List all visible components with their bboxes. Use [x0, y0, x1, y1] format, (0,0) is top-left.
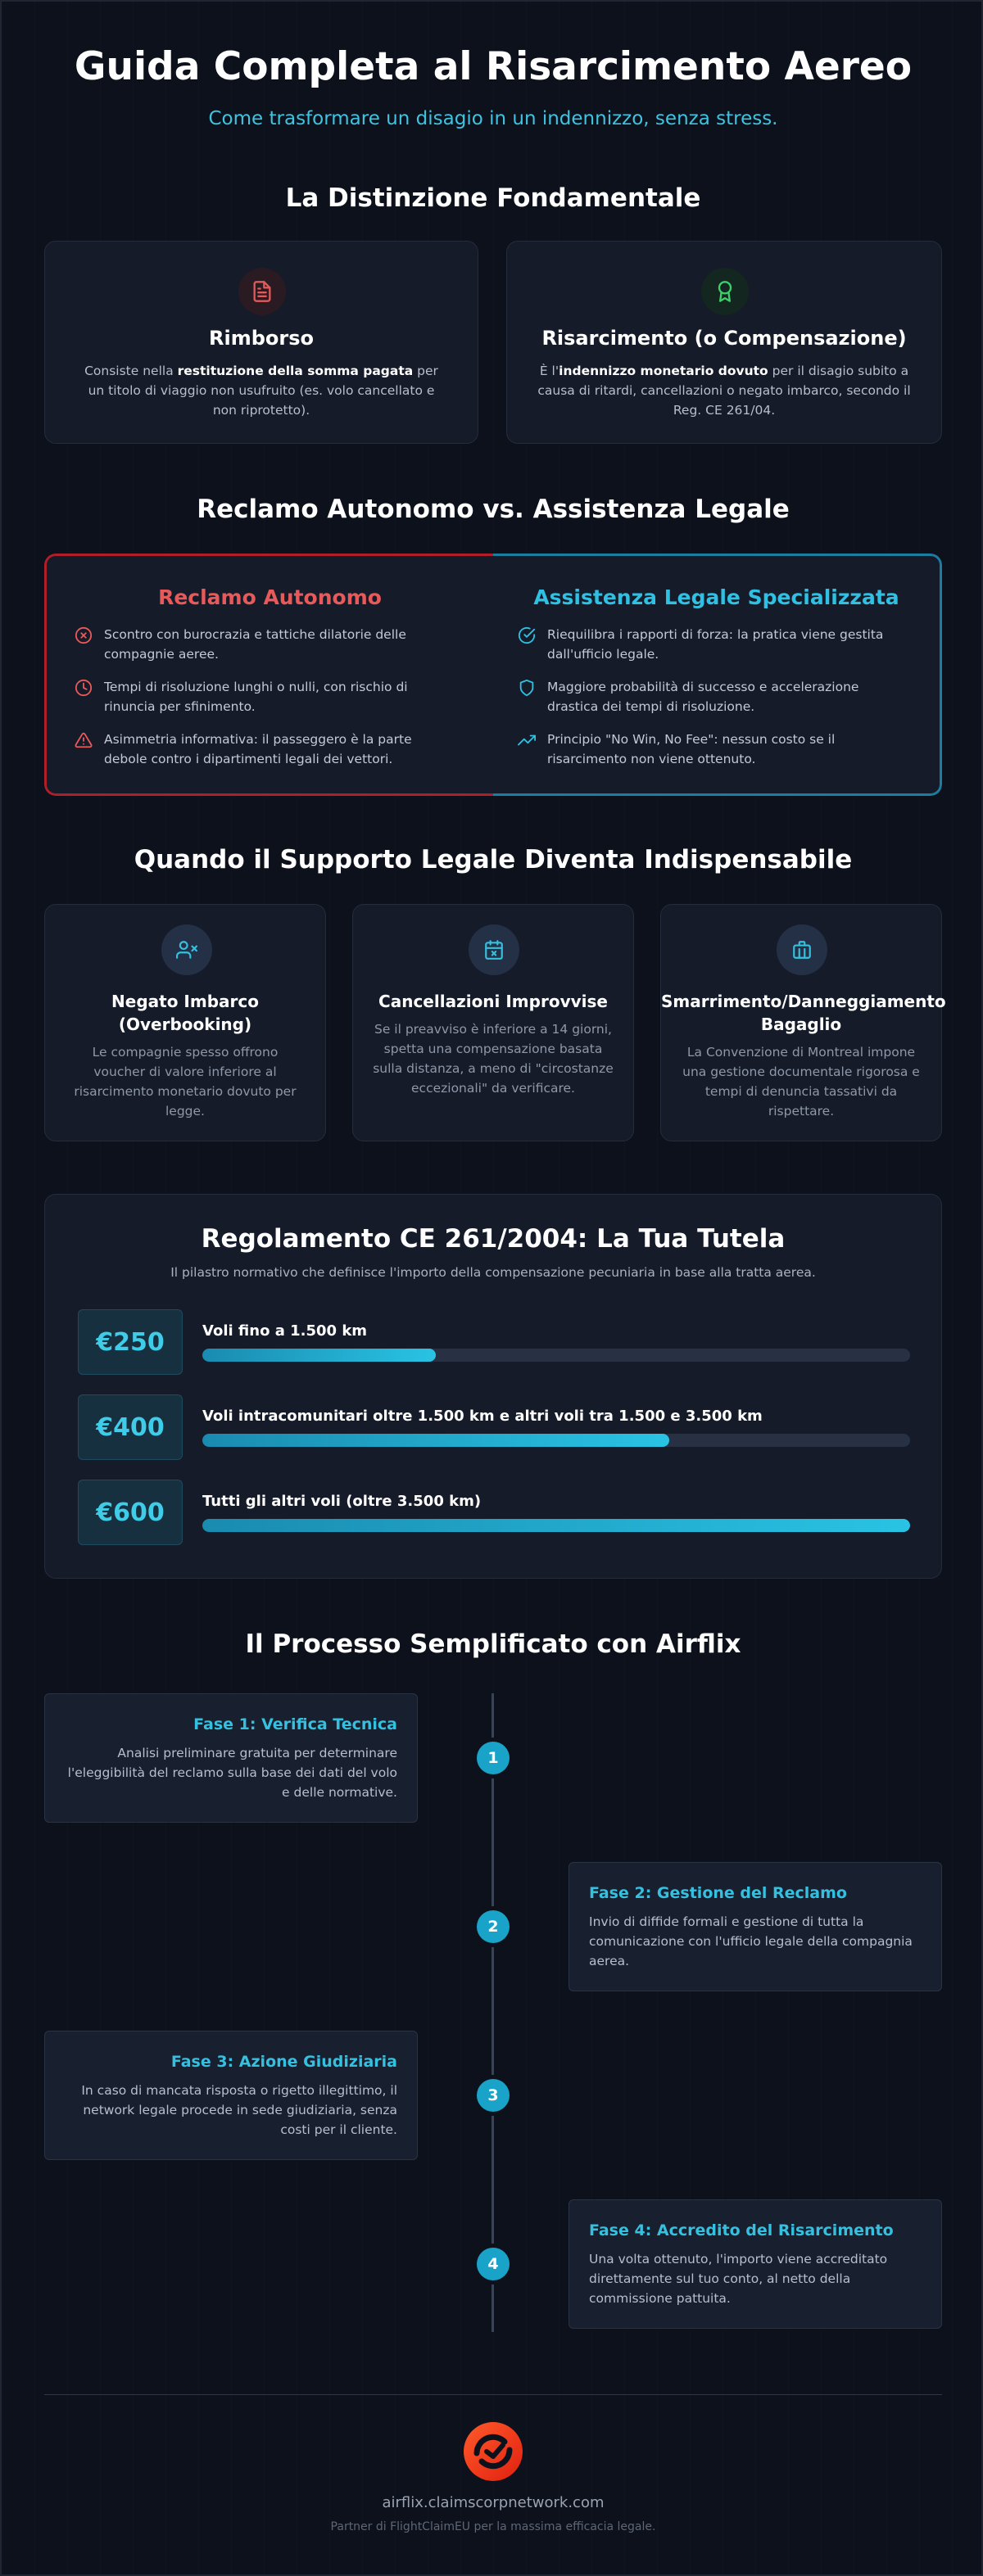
step-number-badge: 4	[477, 2248, 510, 2280]
distinction-section-title: La Distinzione Fondamentale	[285, 183, 701, 213]
case-text: La Convenzione di Montreal impone una gestione documentale rigorosa e tempi di denuncia tassativi da rispettare.	[682, 1045, 920, 1119]
case-title: Cancellazioni Improvvise	[378, 992, 608, 1011]
step-title: Fase 2: Gestione del Reclamo	[589, 1884, 847, 1902]
footer-note: Partner di FlightClaimEU per la massima efficacia legale.	[330, 2520, 656, 2533]
footer-divider	[44, 2394, 942, 2395]
compensation-title: Risarcimento (o Compensazione)	[541, 327, 907, 350]
self-claim-title: Reclamo Autonomo	[158, 585, 382, 609]
step-number-badge: 2	[477, 1910, 510, 1943]
case-text: Se il preavviso è inferiore a 14 giorni, spetta una compensazione basata sulla distanza, a meno di "circostanze eccezionali" da verificare.	[373, 1022, 614, 1096]
self-claim-column	[44, 554, 493, 796]
process-step-card	[44, 1693, 418, 1823]
regulation-title: Regolamento CE 261/2004: La Tua Tutela	[201, 1224, 786, 1254]
legal-assistance-item: Maggiore probabilità di successo e accelerazione drastica dei tempi di risoluzione.	[518, 677, 903, 716]
case-card-overbooking	[44, 904, 326, 1141]
cases-section-title: Quando il Supporto Legale Diventa Indispensabile	[134, 845, 853, 874]
legal-assistance-title: Assistenza Legale Specializzata	[533, 585, 899, 609]
trending-up-icon	[518, 731, 537, 751]
process-step-card	[569, 1862, 942, 1991]
process-step-card	[44, 2031, 418, 2160]
step-title: Fase 1: Verifica Tecnica	[193, 1715, 397, 1733]
tier-bar-fill	[202, 1434, 669, 1447]
process-step-card	[569, 2199, 942, 2329]
comparison-panel	[44, 554, 942, 796]
self-claim-item: Asimmetria informativa: il passeggero è la parte debole contro i dipartimenti legali dei vettori.	[75, 730, 451, 769]
user-x-icon	[161, 924, 212, 975]
warning-icon	[75, 731, 94, 751]
tier-label: Tutti gli altri voli (oltre 3.500 km)	[202, 1493, 482, 1510]
legal-assistance-item: Principio "No Win, No Fee": nessun costo se il risarcimento non viene ottenuto.	[518, 730, 903, 769]
page-title: Guida Completa al Risarcimento Aereo	[74, 44, 913, 89]
tier-bar	[202, 1519, 910, 1532]
refund-title: Rimborso	[209, 327, 314, 350]
step-number-badge: 3	[477, 2079, 510, 2112]
regulation-panel	[44, 1194, 942, 1579]
case-text: Le compagnie spesso offrono voucher di valore inferiore al risarcimento monetario dovuto per legge.	[74, 1045, 297, 1119]
process-section-title: Il Processo Semplificato con Airflix	[245, 1629, 741, 1659]
legal-assistance-column	[493, 554, 942, 796]
compensation-card	[506, 241, 942, 444]
compensation-amount: €600	[78, 1480, 183, 1545]
calendar-x-icon	[469, 924, 519, 975]
tier-label: Voli fino a 1.500 km	[202, 1322, 368, 1340]
award-icon	[701, 268, 749, 315]
tier-bar	[202, 1349, 910, 1362]
step-title: Fase 4: Accredito del Risarcimento	[589, 2221, 894, 2239]
clock-icon	[75, 679, 94, 698]
page-subtitle: Come trasformare un disagio in un indennizzo, senza stress.	[208, 108, 778, 129]
step-text: In caso di mancata risposta o rigetto illegittimo, il network legale procede in sede giudiziaria, senza costi per il cliente.	[81, 2083, 397, 2137]
self-claim-item: Tempi di risoluzione lunghi o nulli, con rischio di rinuncia per sfinimento.	[75, 677, 451, 716]
step-number-badge: 1	[477, 1742, 510, 1774]
tier-label: Voli intracomunitari oltre 1.500 km e altri voli tra 1.500 e 3.500 km	[202, 1408, 763, 1425]
case-title: Smarrimento/Danneggiamento Bagaglio	[661, 992, 946, 1034]
refund-text: Consiste nella restituzione della somma pagata per un titolo di viaggio non usufruito (es. volo cancellato e non riprotetto).	[84, 364, 438, 418]
regulation-subtitle: Il pilastro normativo che definisce l'importo della compensazione pecuniaria in base alla tratta aerea.	[170, 1265, 816, 1280]
compensation-amount: €250	[78, 1309, 183, 1375]
airflix-logo-icon	[462, 2420, 524, 2483]
refund-card	[44, 241, 478, 444]
tier-bar-fill	[202, 1519, 910, 1532]
case-title: Negato Imbarco (Overbooking)	[111, 992, 259, 1034]
document-icon	[238, 268, 286, 315]
self-claim-item: Scontro con burocrazia e tattiche dilatorie delle compagnie aeree.	[75, 625, 451, 664]
tier-bar-fill	[202, 1349, 436, 1362]
compensation-amount: €400	[78, 1394, 183, 1460]
case-card-baggage	[660, 904, 946, 1141]
legal-assistance-item: Riequilibra i rapporti di forza: la pratica viene gestita dall'ufficio legale.	[518, 625, 903, 664]
step-title: Fase 3: Azione Giudiziaria	[170, 2053, 397, 2071]
tier-bar	[202, 1434, 910, 1447]
case-card-cancellation	[352, 904, 634, 1141]
step-text: Analisi preliminare gratuita per determinare l'eleggibilità del reclamo sulla base dei dati del volo e delle normative.	[67, 1746, 397, 1800]
check-circle-icon	[518, 626, 537, 646]
timeline-line	[492, 1693, 494, 2332]
luggage-icon	[777, 924, 827, 975]
step-text: Una volta ottenuto, l'importo viene accreditato direttamente sul tuo conto, al netto della commissione pattuita.	[589, 2252, 888, 2306]
shield-icon	[518, 679, 537, 698]
footer-url[interactable]: airflix.claimscorpnetwork.com	[382, 2494, 605, 2511]
x-circle-icon	[75, 626, 94, 646]
comparison-section-title: Reclamo Autonomo vs. Assistenza Legale	[197, 495, 790, 524]
step-text: Invio di diffide formali e gestione di tutta la comunicazione con l'ufficio legale della compagnia aerea.	[589, 1914, 913, 1968]
compensation-text: È l'indennizzo monetario dovuto per il disagio subito a causa di ritardi, cancellazioni o negato imbarco, secondo il Reg. CE 261/04.	[537, 364, 911, 418]
